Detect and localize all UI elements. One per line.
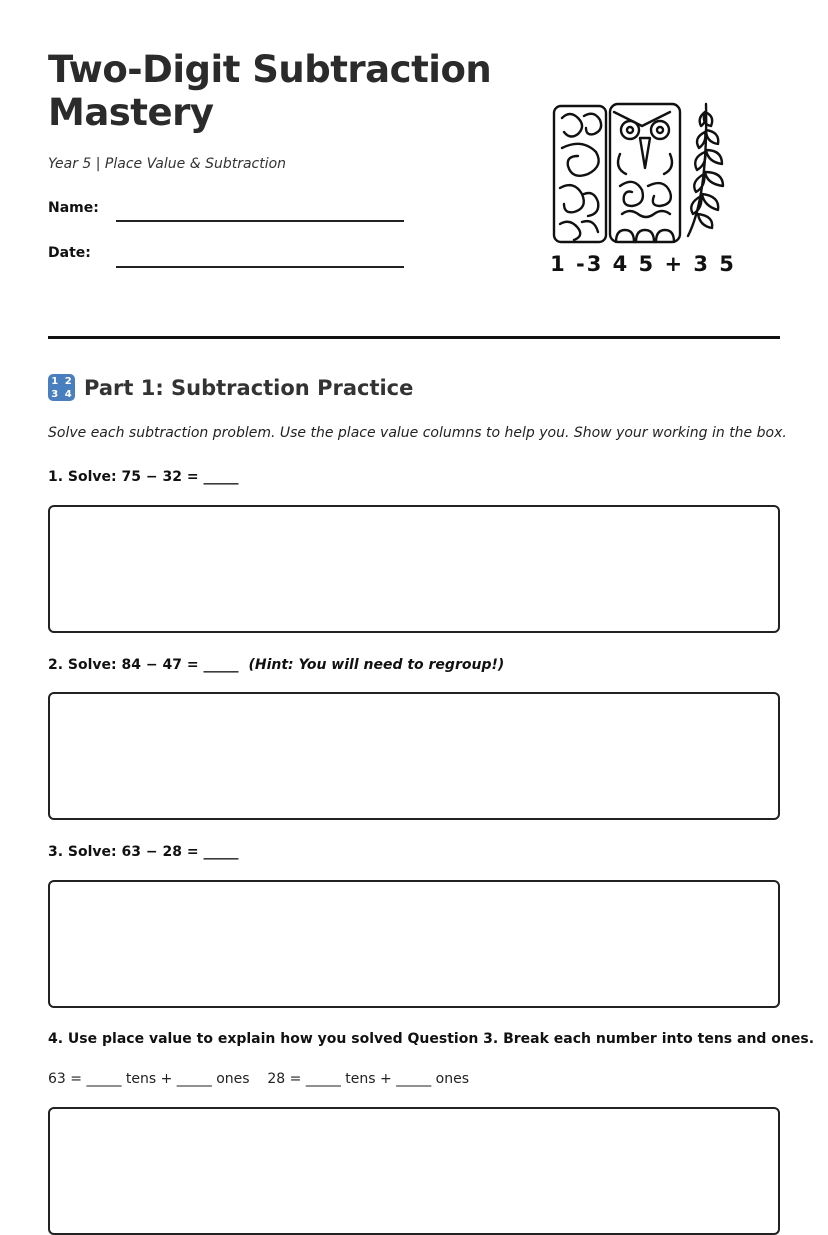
section-divider bbox=[48, 336, 780, 339]
part-1-heading-text: Part 1: Subtraction Practice bbox=[84, 375, 414, 400]
instructions: Solve each subtraction problem. Use the place value columns to help you. Show your working in the box. bbox=[48, 425, 787, 441]
page-subtitle: Year 5 | Place Value & Subtraction bbox=[48, 156, 287, 172]
answer-box-2[interactable] bbox=[48, 692, 780, 820]
place-value-line: 63 = _____ tens + _____ ones 28 = _____ tens + _____ ones bbox=[48, 1071, 469, 1087]
answer-box-1[interactable] bbox=[48, 505, 780, 633]
question-4: 4. Use place value to explain how you solved Question 3. Break each number into tens and ones. bbox=[48, 1031, 815, 1047]
carved-pou-and-fern-icon bbox=[548, 98, 743, 248]
date-field[interactable] bbox=[116, 266, 404, 268]
question-2-hint: (Hint: You will need to regroup!) bbox=[248, 657, 505, 673]
page-title: Two-Digit Subtraction Mastery bbox=[48, 48, 492, 134]
name-field[interactable] bbox=[116, 220, 404, 222]
question-1: 1. Solve: 75 − 32 = _____ bbox=[48, 469, 239, 485]
answer-box-4[interactable] bbox=[48, 1107, 780, 1235]
question-3: 3. Solve: 63 − 28 = _____ bbox=[48, 844, 239, 860]
input-numbers-icon: 1 2 3 4 bbox=[48, 374, 75, 401]
name-label: Name: bbox=[48, 200, 99, 216]
question-2 bbox=[48, 657, 504, 673]
date-label: Date: bbox=[48, 245, 91, 261]
question-2-text: 2. Solve: 84 − 47 = _____ bbox=[48, 657, 239, 673]
part-1-heading bbox=[48, 374, 413, 401]
logo-caption: 1 -3 4 5 + 3 5 bbox=[550, 252, 736, 276]
answer-box-3[interactable] bbox=[48, 880, 780, 1008]
